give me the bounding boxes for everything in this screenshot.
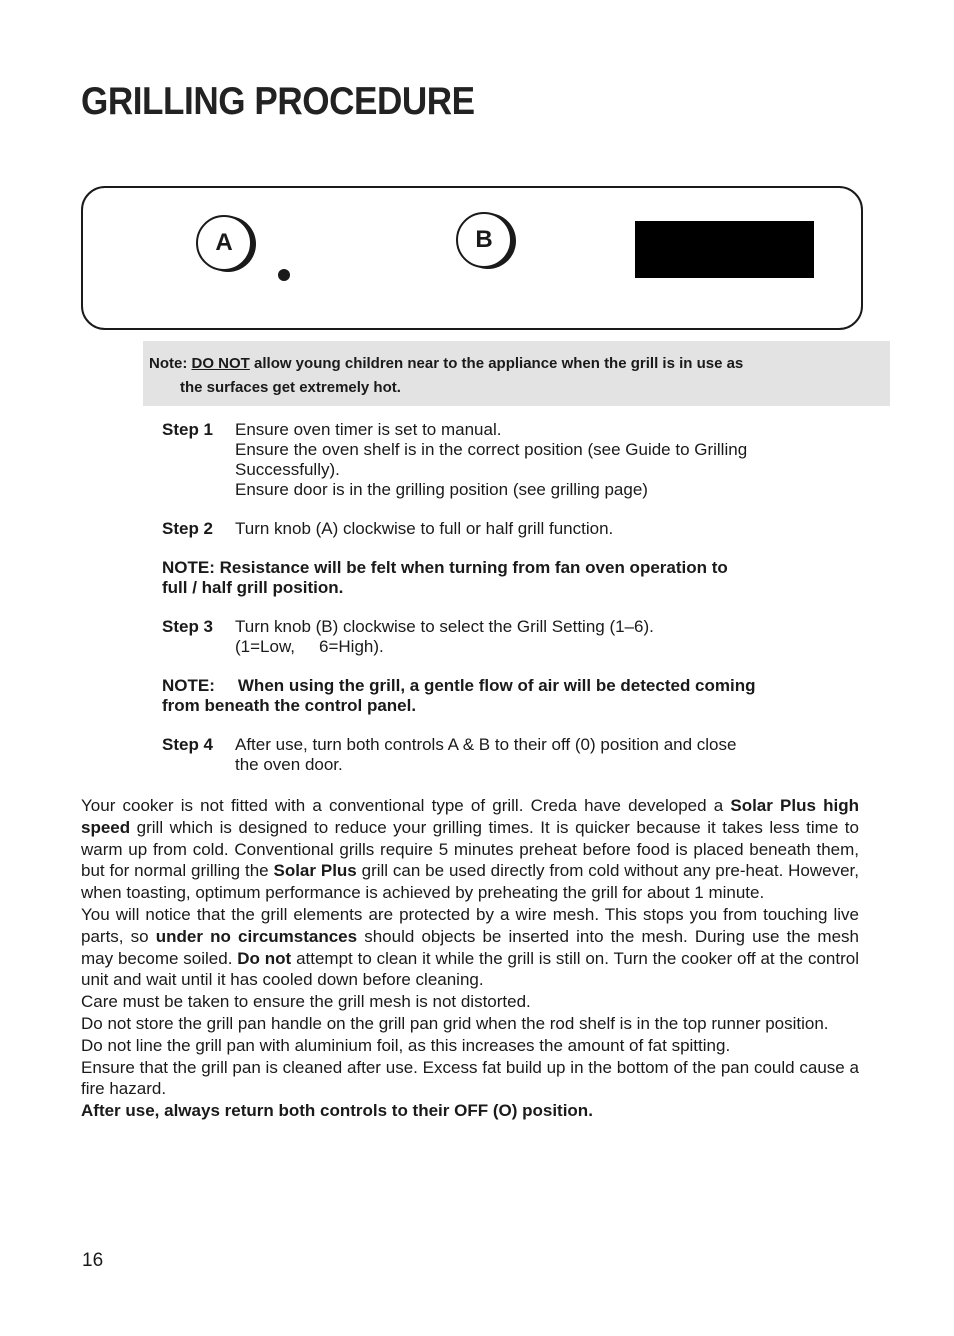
safety-note-line2: the surfaces get extremely hot. <box>180 379 401 396</box>
bold-run: Do not <box>237 948 292 968</box>
step-body <box>235 735 736 775</box>
note-emphasis: DO NOT <box>191 355 250 372</box>
timer-display <box>635 221 814 278</box>
resistance-note <box>162 558 822 598</box>
step-line <box>235 637 654 657</box>
step-line: Successfully). <box>235 460 340 479</box>
step-line: Turn knob (A) clockwise to full or half grill function. <box>235 519 614 538</box>
step-line: the oven door. <box>235 755 343 774</box>
step-3 <box>162 617 822 657</box>
step-body <box>235 519 613 539</box>
step-line: Ensure door is in the grilling position (see grilling page) <box>235 480 648 499</box>
safety-note-line1 <box>149 352 890 376</box>
body-text <box>81 795 859 1122</box>
paragraph-mesh-care: Care must be taken to ensure the grill mesh is not distorted. <box>81 992 531 1012</box>
paragraph-solar-plus <box>81 795 859 904</box>
step-line: Ensure oven timer is set to manual. <box>235 420 502 439</box>
paragraph-cleaning: Ensure that the grill pan is cleaned after use. Excess fat build up in the bottom of the pan could cause a fire hazard. <box>81 1057 859 1099</box>
step-label: Step 3 <box>162 617 214 636</box>
note-text: allow young children near to the appliance when the grill is in use as <box>249 355 744 372</box>
bold-run: After use, always return both controls to their OFF (O) position. <box>81 1101 593 1121</box>
step-line: Turn knob (B) clockwise to select the Grill Setting (1–6). <box>235 617 654 636</box>
step-body <box>235 420 747 500</box>
knob-b <box>456 212 512 268</box>
knob-a-label: A <box>215 229 233 256</box>
knob-a <box>196 215 252 271</box>
grill-low-setting: (1=Low, <box>235 637 296 656</box>
page-number: 16 <box>82 1250 104 1271</box>
text-run: Your cooker is not fitted with a conventional type of grill. Creda have developed a <box>81 796 731 815</box>
step-label: Step 4 <box>162 735 214 754</box>
note-label: NOTE: <box>162 676 215 695</box>
safety-note <box>143 341 890 406</box>
bold-run: Solar Plus high speed <box>81 796 859 837</box>
airflow-note <box>162 676 822 716</box>
note-line: from beneath the control panel. <box>162 696 417 715</box>
note-line: full / half grill position. <box>162 578 344 597</box>
step-label: Step 1 <box>162 420 214 439</box>
text-run: should objects be inserted into the mesh. During use the mesh may become soiled. <box>81 926 859 968</box>
text-run: grill which is designed to reduce your grilling times. It is quicker because it takes less time to warm up from cold. Conventional grills require 5 minutes preheat before food is placed beneath them, but for normal grilling the <box>81 817 859 881</box>
step-1 <box>162 420 822 500</box>
note-line <box>162 676 822 696</box>
step-line: After use, turn both controls A & B to their off (0) position and close <box>235 735 737 754</box>
step-line: Ensure the oven shelf is in the correct position (see Guide to Grilling <box>235 440 748 459</box>
control-panel-diagram <box>81 186 863 330</box>
step-2 <box>162 519 822 539</box>
paragraph-wire-mesh <box>81 904 859 991</box>
note-line: NOTE: Resistance will be felt when turning from fan oven operation to <box>162 558 728 577</box>
paragraph-off-position <box>81 1100 859 1122</box>
text-run: You will notice that the grill elements are protected by a wire mesh. This stops you from touching live parts, so <box>81 904 859 946</box>
step-4 <box>162 735 822 775</box>
text-run: attempt to clean it while the grill is still on. Turn the cooker off at the control unit and wait until it has cooled down before cleaning. <box>81 948 859 990</box>
knob-b-label: B <box>475 226 493 253</box>
note-text: When using the grill, a gentle flow of air will be detected coming <box>237 676 756 695</box>
page-title: GRILLING PROCEDURE <box>81 80 475 123</box>
bold-run: Solar Plus <box>273 861 357 881</box>
paragraph-handle: Do not store the grill pan handle on the grill pan grid when the rod shelf is in the top runner position. <box>81 1013 829 1033</box>
paragraph-foil: Do not line the grill pan with aluminium foil, as this increases the amount of fat spitting. <box>81 1035 731 1055</box>
bold-run: under no circumstances <box>155 926 358 946</box>
step-label: Step 2 <box>162 519 214 538</box>
text-run: grill can be used directly from cold without any pre-heat. However, when toasting, optimum performance is achieved by preheating the grill for about 1 minute. <box>81 861 860 903</box>
indicator-dot <box>278 269 290 281</box>
steps-list <box>162 420 822 794</box>
step-body <box>235 617 654 657</box>
note-label: Note: <box>149 355 188 372</box>
grill-high-setting: 6=High). <box>319 637 384 656</box>
